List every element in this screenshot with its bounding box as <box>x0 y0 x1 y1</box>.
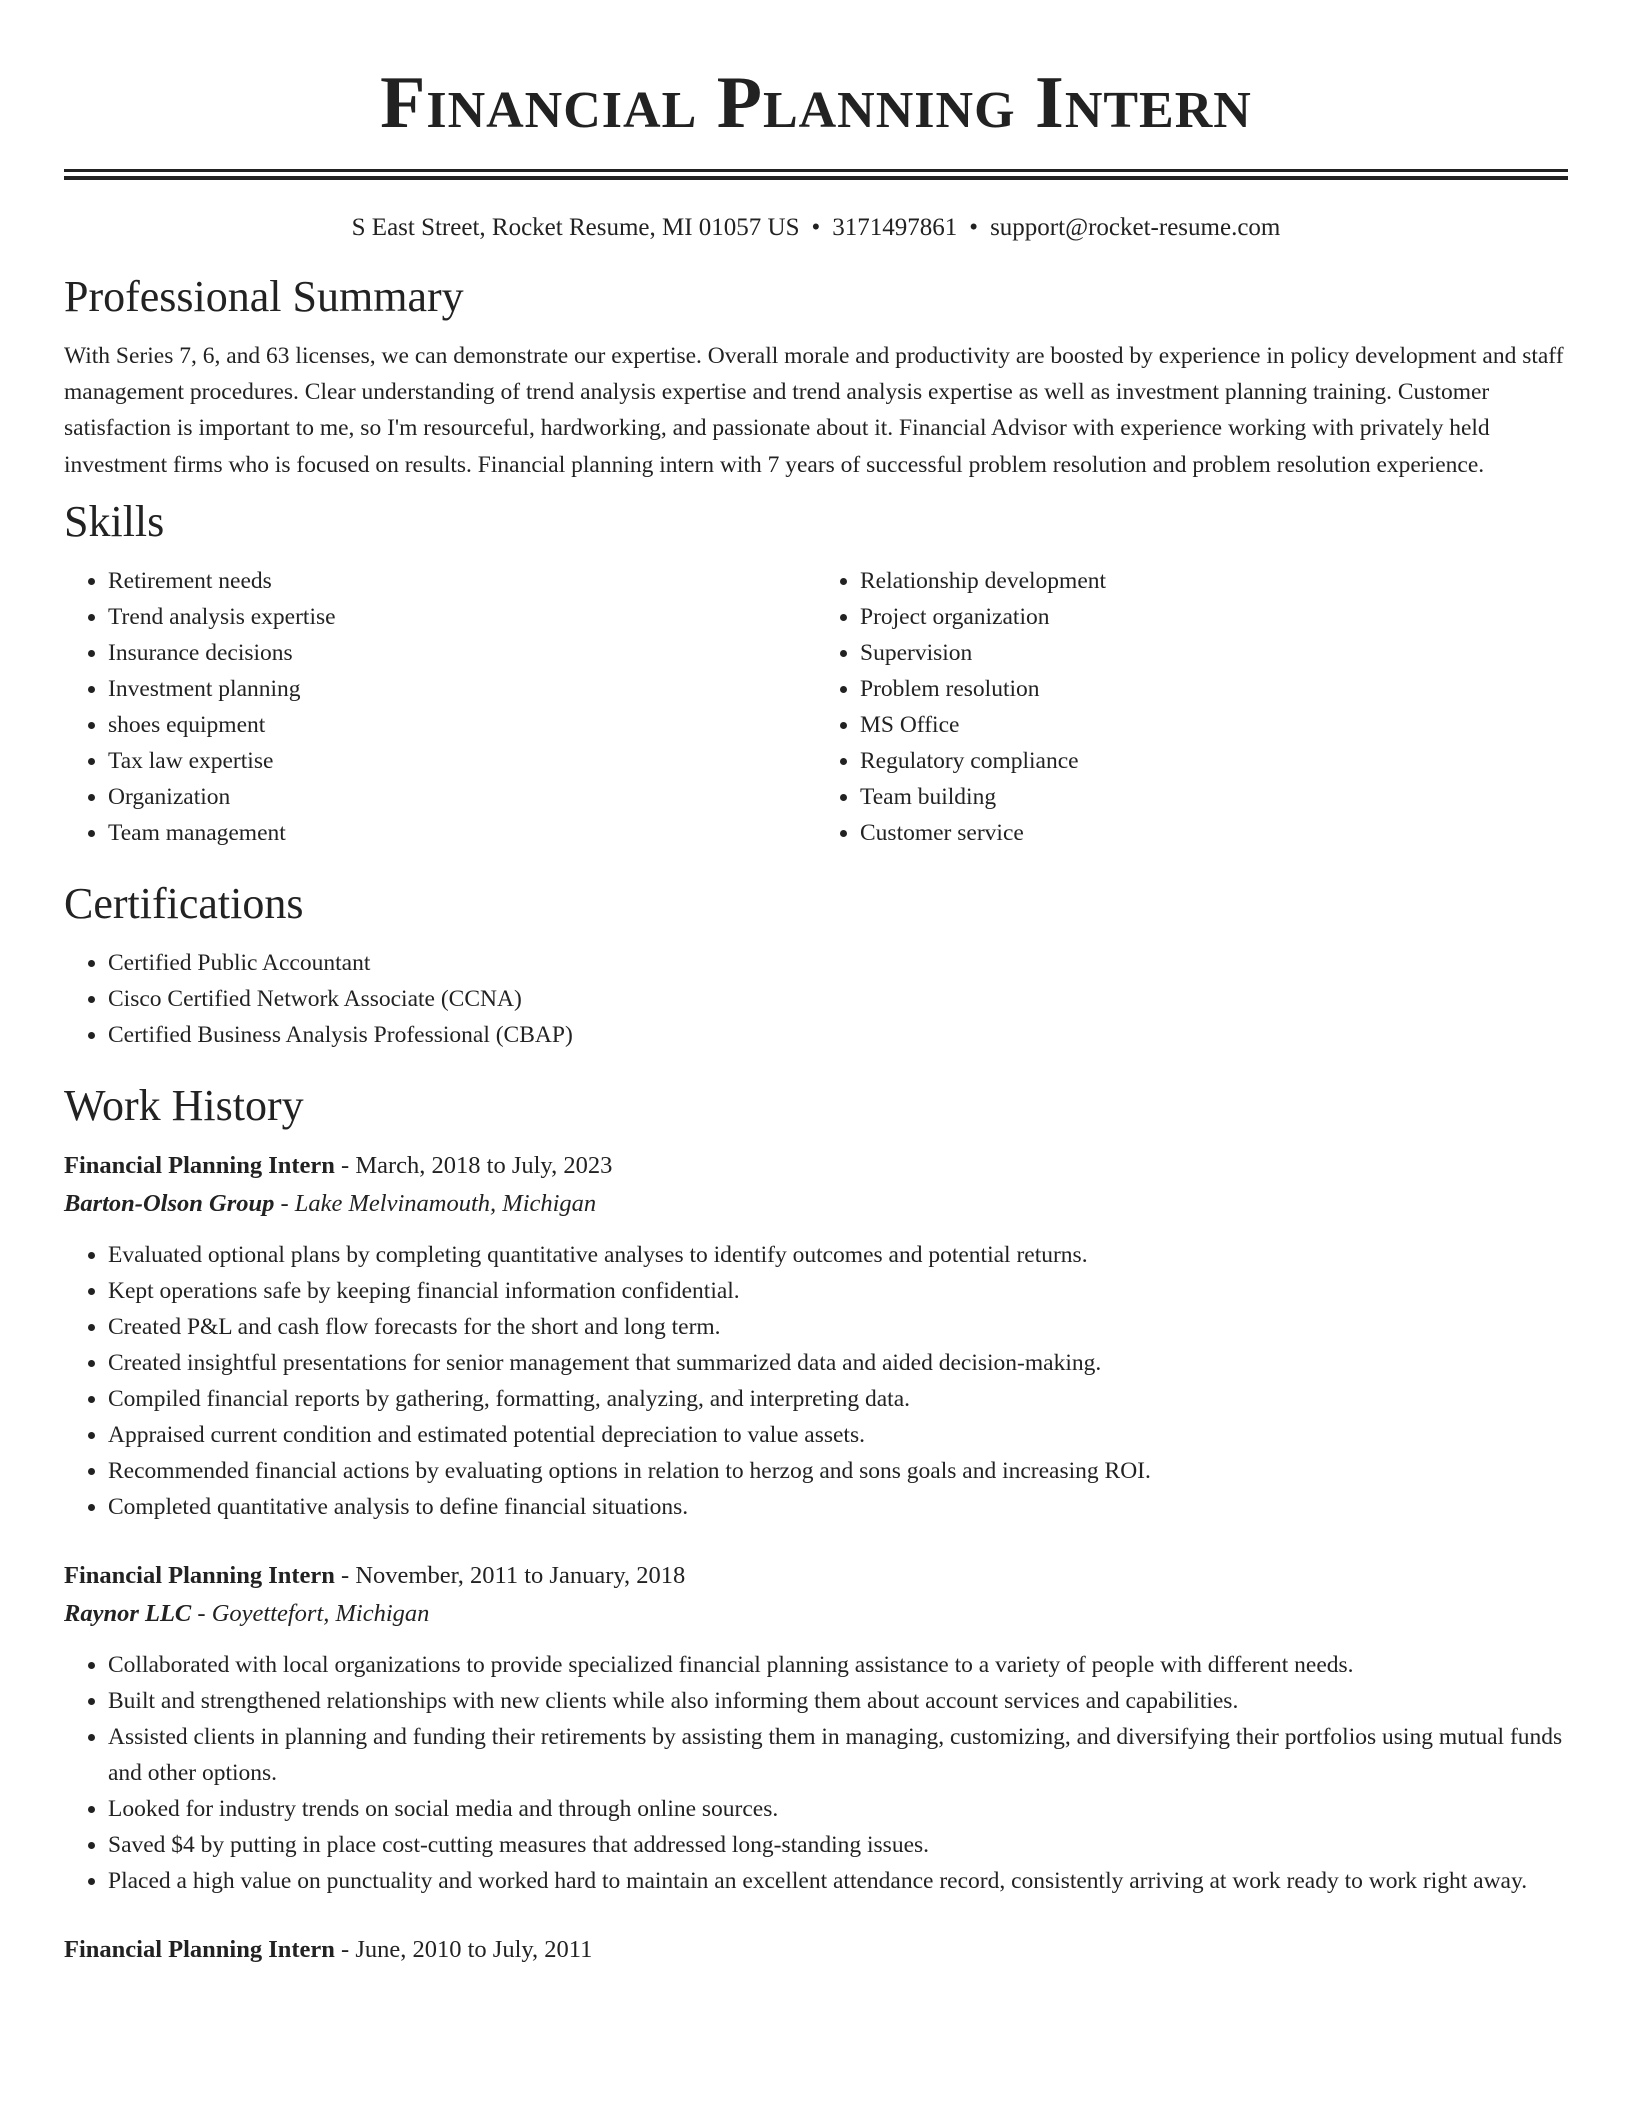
job-company-line <box>64 1595 1568 1633</box>
job-entry <box>64 1557 1568 1899</box>
job-bullets <box>64 1647 1568 1899</box>
job-company: Barton-Olson Group <box>64 1189 275 1217</box>
skill-item: • Trend analysis expertise <box>108 599 816 635</box>
title-divider <box>64 169 1568 180</box>
job-bullet: • Placed a high value on punctuality and worked hard to maintain an excellent attendance record, consistently arriving at work ready to work right away. <box>108 1863 1568 1899</box>
job-dates: - June, 2010 to July, 2011 <box>334 1935 593 1963</box>
job-bullet: • Built and strengthened relationships with new clients while also informing them about account services and capabilities. <box>108 1683 1568 1719</box>
contact-separator: • <box>811 214 821 241</box>
skill-item: • shoes equipment <box>108 707 816 743</box>
job-bullets <box>64 1237 1568 1525</box>
job-company-line <box>64 1185 1568 1223</box>
skills-list-right <box>816 563 1568 851</box>
job-company: Raynor LLC <box>64 1599 192 1627</box>
certification-item: • Certified Public Accountant <box>108 945 1568 981</box>
job-bullet: • Saved $4 by putting in place cost-cutting measures that addressed long-standing issues. <box>108 1827 1568 1863</box>
skill-item: • Organization <box>108 779 816 815</box>
skill-item: • Supervision <box>860 635 1568 671</box>
contact-line <box>64 210 1568 246</box>
skill-item: • Customer service <box>860 815 1568 851</box>
job-location: - Lake Melvinamouth, Michigan <box>274 1189 597 1217</box>
job-bullet: • Kept operations safe by keeping financial information confidential. <box>108 1273 1568 1309</box>
resume-title: Financial Planning Intern <box>380 62 1252 144</box>
contact-address: S East Street, Rocket Resume, MI 01057 US <box>351 214 800 241</box>
summary-heading: Professional Summary <box>64 272 464 321</box>
skill-item: • Project organization <box>860 599 1568 635</box>
job-title: Financial Planning Intern <box>64 1561 335 1589</box>
job-bullet: • Collaborated with local organizations to provide specialized financial planning assistance to a variety of people with different needs. <box>108 1647 1568 1683</box>
skills-heading: Skills <box>64 496 165 546</box>
job-bullet: • Created insightful presentations for senior management that summarized data and aided decision-making. <box>108 1345 1568 1381</box>
job-header <box>64 1147 1568 1185</box>
job-location: - Goyettefort, Michigan <box>191 1599 430 1627</box>
job-title: Financial Planning Intern <box>64 1935 335 1963</box>
certification-item: • Certified Business Analysis Professional (CBAP) <box>108 1017 1568 1053</box>
contact-email: support@rocket-resume.com <box>990 214 1281 241</box>
resume-page <box>64 0 1568 1969</box>
summary-text: With Series 7, 6, and 63 licenses, we can demonstrate our expertise. Overall morale and productivity are boosted by experience in policy development and staff management procedures. Clear understanding of trend analysis expertise and trend analysis expertise as well as investment planning training. Customer satisfaction is important to me, so I'm resourceful, hardworking, and passionate about it. Financial Advisor with experience working with privately held investment firms who is focused on results. Financial planning intern with 7 years of successful problem resolution and problem resolution experience. <box>64 343 1564 478</box>
job-bullet: • Appraised current condition and estimated potential depreciation to value assets. <box>108 1417 1568 1453</box>
skills-list-left <box>64 563 816 851</box>
job-title: Financial Planning Intern <box>64 1151 335 1179</box>
contact-phone: 3171497861 <box>832 214 958 241</box>
job-bullet: • Compiled financial reports by gathering, formatting, analyzing, and interpreting data. <box>108 1381 1568 1417</box>
job-bullet: • Looked for industry trends on social media and through online sources. <box>108 1791 1568 1827</box>
certifications-heading: Certifications <box>64 878 304 928</box>
job-bullet: • Evaluated optional plans by completing quantitative analyses to identify outcomes and potential returns. <box>108 1237 1568 1273</box>
skill-item: • Insurance decisions <box>108 635 816 671</box>
job-entry <box>64 1147 1568 1525</box>
skill-item: • Problem resolution <box>860 671 1568 707</box>
skill-item: • Regulatory compliance <box>860 743 1568 779</box>
work-history-heading: Work History <box>64 1080 304 1130</box>
job-bullet: • Assisted clients in planning and funding their retirements by assisting them in managing, customizing, and diversifying their portfolios using mutual funds and other options. <box>108 1719 1568 1791</box>
job-dates: - March, 2018 to July, 2023 <box>334 1151 613 1179</box>
job-header <box>64 1931 1568 1969</box>
job-header <box>64 1557 1568 1595</box>
job-bullet: • Recommended financial actions by evaluating options in relation to herzog and sons goals and increasing ROI. <box>108 1453 1568 1489</box>
skill-item: • Team management <box>108 815 816 851</box>
job-dates: - November, 2011 to January, 2018 <box>334 1561 686 1589</box>
certification-item: • Cisco Certified Network Associate (CCNA) <box>108 981 1568 1017</box>
skill-item: • Team building <box>860 779 1568 815</box>
job-bullet: • Created P&L and cash flow forecasts for the short and long term. <box>108 1309 1568 1345</box>
skill-item: • Investment planning <box>108 671 816 707</box>
skill-item: • MS Office <box>860 707 1568 743</box>
job-bullet: • Completed quantitative analysis to define financial situations. <box>108 1489 1568 1525</box>
job-entry <box>64 1931 1568 1969</box>
skill-item: • Relationship development <box>860 563 1568 599</box>
contact-separator: • <box>969 214 979 241</box>
skill-item: • Tax law expertise <box>108 743 816 779</box>
skills-columns <box>64 563 1568 851</box>
certifications-list <box>64 945 1568 1053</box>
skill-item: • Retirement needs <box>108 563 816 599</box>
